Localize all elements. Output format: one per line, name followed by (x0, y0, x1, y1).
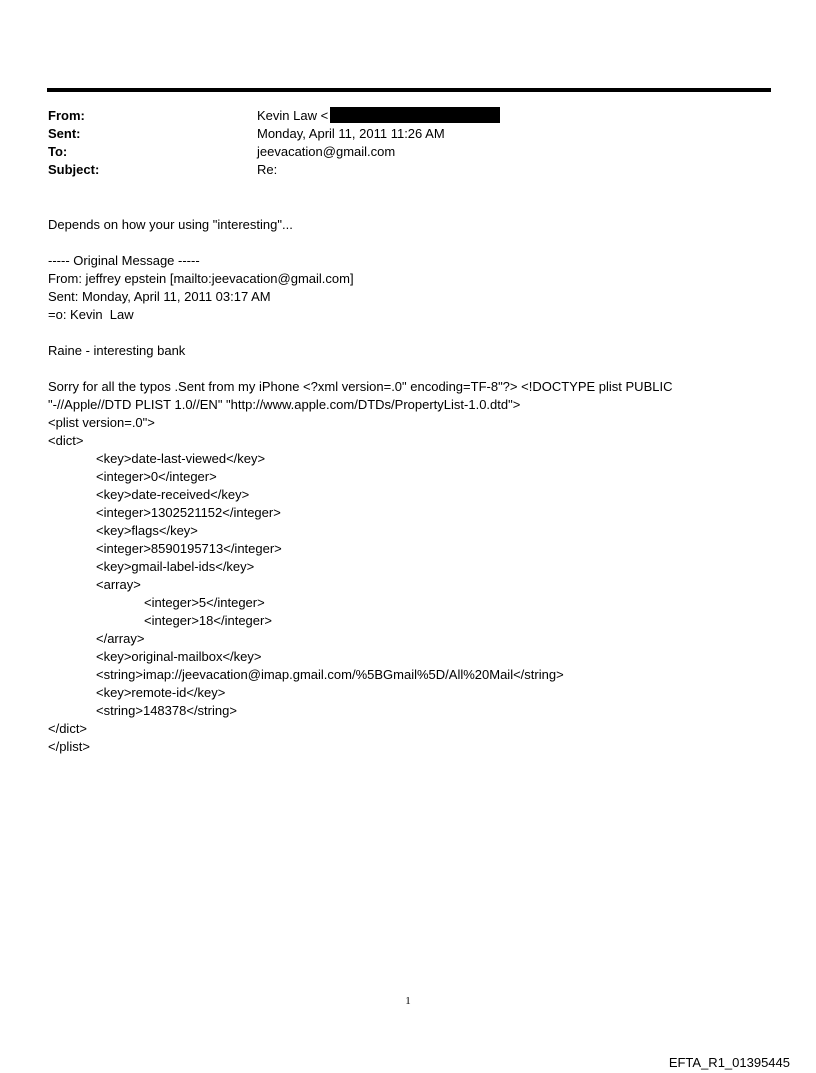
plist-value: <string>imap://jeevacation@imap.gmail.com/%5BGmail%5D/All%20Mail</string> (96, 667, 564, 682)
sent-label: Sent: (48, 126, 81, 141)
dict-close: </dict> (48, 721, 88, 736)
plist-open: <plist version=.0"> (48, 415, 155, 430)
plist-value: <integer>1302521152</integer> (96, 505, 281, 520)
dict-open: <dict> (48, 433, 84, 448)
original-text: Raine - interesting bank (48, 343, 186, 358)
page-number: 1 (405, 995, 411, 1007)
plist-value: <integer>0</integer> (96, 469, 217, 484)
subject-label: Subject: (48, 162, 100, 177)
from-value (257, 107, 500, 125)
plist-close: </plist> (48, 739, 90, 754)
to-label: To: (48, 144, 68, 159)
plist-key: <key>date-received</key> (96, 487, 250, 502)
array-close: </array> (96, 631, 145, 646)
spacer (48, 360, 738, 378)
to-value: jeevacation@gmail.com (257, 144, 396, 159)
original-to: =o: Kevin Law (48, 307, 134, 322)
original-message-marker: ----- Original Message ----- (48, 253, 200, 268)
spacer (48, 324, 738, 342)
bates-number: EFTA_R1_01395445 (668, 1055, 790, 1070)
subject-value: Re: (257, 162, 278, 177)
original-sent: Sent: Monday, April 11, 2011 03:17 AM (48, 289, 271, 304)
redaction-box (330, 107, 500, 123)
plist-key: <key>flags</key> (96, 523, 198, 538)
array-open: <array> (96, 577, 141, 592)
spacer (48, 234, 738, 252)
plist-value: <integer>8590195713</integer> (96, 541, 282, 556)
sent-value: Monday, April 11, 2011 11:26 AM (257, 126, 445, 141)
plist-key: <key>original-mailbox</key> (96, 649, 262, 664)
email-body (48, 216, 738, 756)
plist-key: <key>date-last-viewed</key> (96, 451, 266, 466)
plist-key: <key>remote-id</key> (96, 685, 226, 700)
plist-value: <string>148378</string> (96, 703, 237, 718)
array-item: <integer>18</integer> (144, 613, 272, 628)
plist-key: <key>gmail-label-ids</key> (96, 559, 255, 574)
array-item: <integer>5</integer> (144, 595, 265, 610)
from-sender: Kevin Law < (257, 108, 329, 123)
signature-line: Sorry for all the typos .Sent from my iPhone <?xml version=.0" encoding=TF-8"?> <!DOCTYPE plist PUBLIC "-//Apple//DTD PLIST 1.0//EN" "http://www.apple.com/DTDs/PropertyList-1.0.dtd"> (48, 379, 673, 412)
reply-line: Depends on how your using "interesting"... (48, 217, 293, 232)
from-label: From: (48, 108, 85, 123)
original-from: From: jeffrey epstein [mailto:jeevacation@gmail.com] (48, 271, 354, 286)
header-divider (47, 88, 771, 92)
